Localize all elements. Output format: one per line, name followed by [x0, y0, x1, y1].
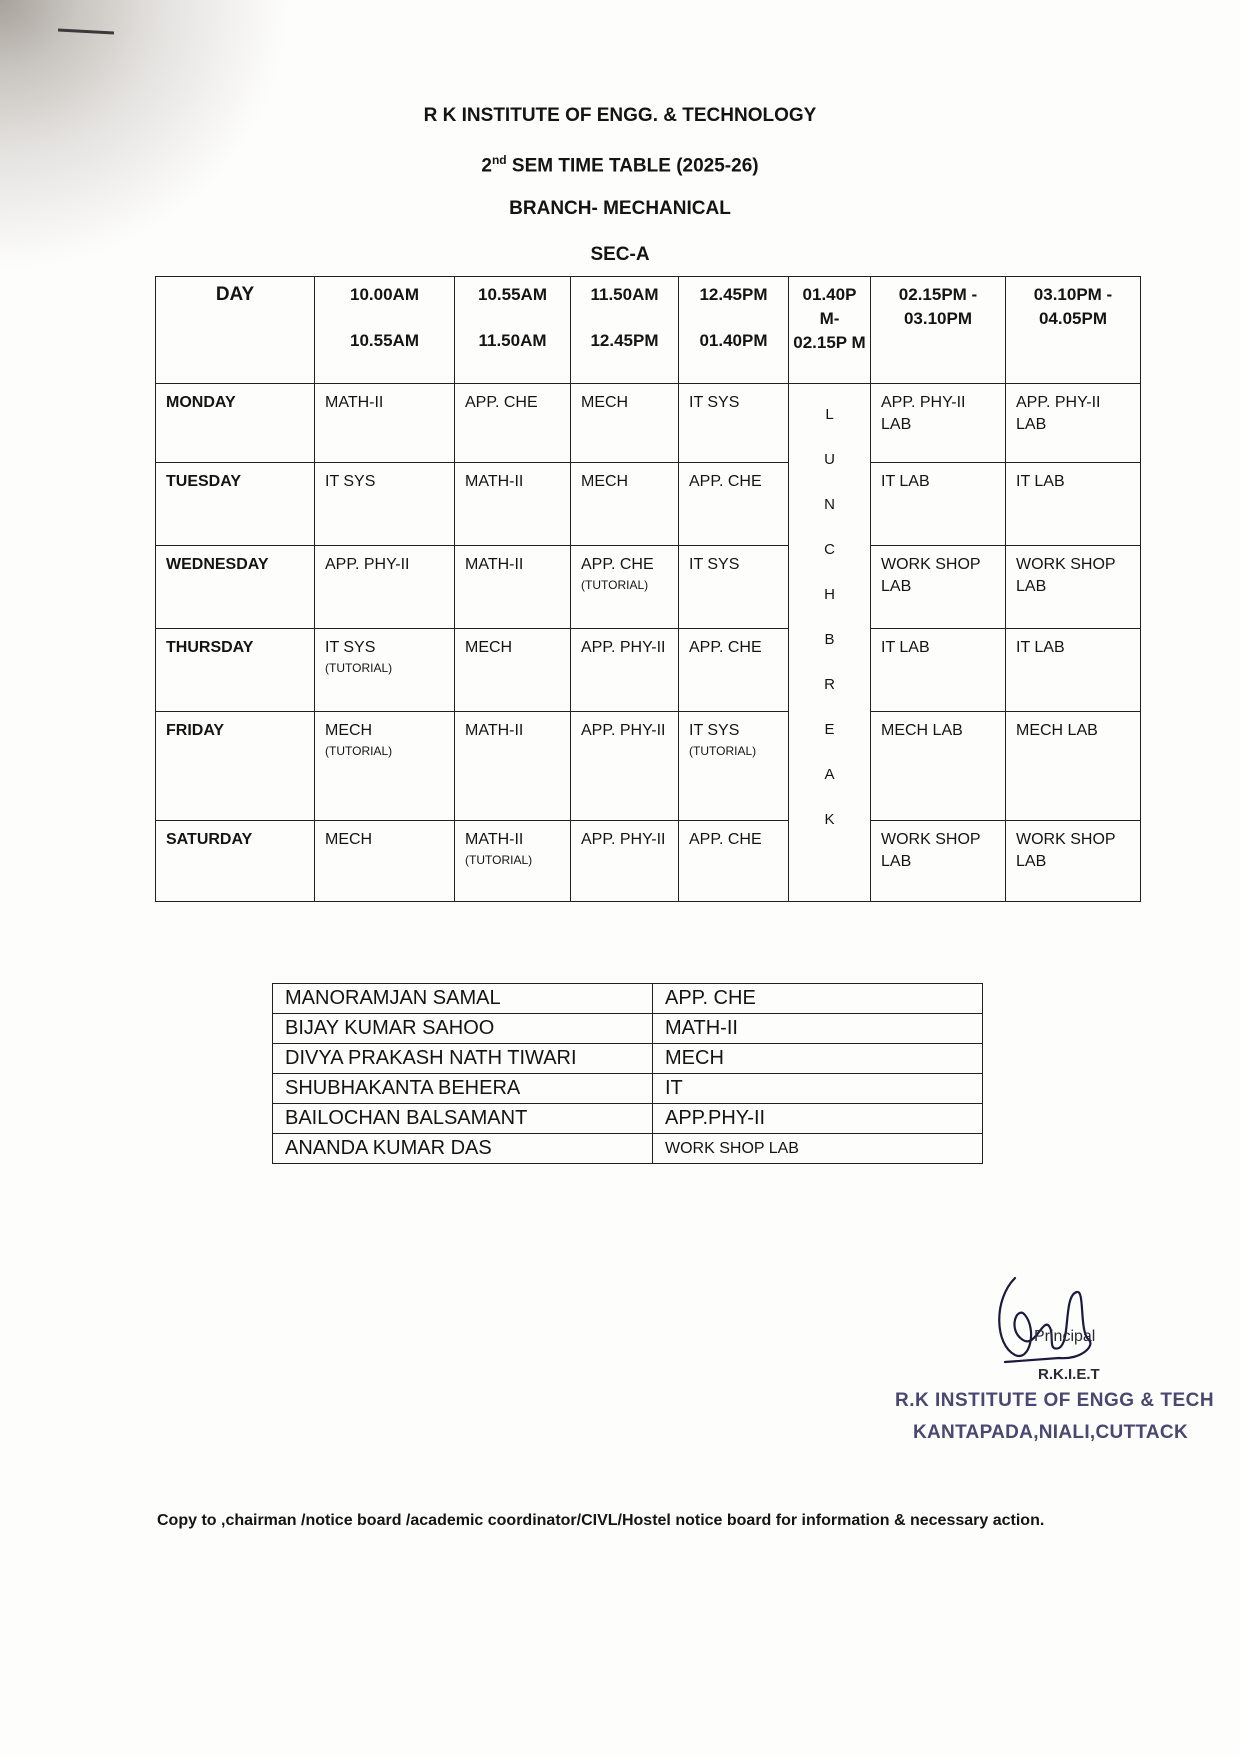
period-cell — [1006, 384, 1141, 463]
subject: IT LAB — [1016, 473, 1065, 490]
subject: MECH — [465, 639, 513, 656]
day-name: SATURDAY — [156, 821, 315, 902]
section-label: SEC-A — [590, 244, 650, 265]
subject: MATH-II — [465, 556, 524, 573]
tutorial-note: (TUTORIAL) — [465, 853, 533, 867]
day-name: TUESDAY — [156, 463, 315, 546]
faculty-row — [273, 1104, 983, 1134]
subject: WORK SHOP LAB — [1016, 556, 1116, 595]
subject: MECH LAB — [1016, 722, 1098, 739]
subject: MECH — [581, 394, 629, 411]
lunch-letter: B — [824, 631, 835, 648]
slot-range: 01.40P M- 02.15P M — [793, 285, 866, 352]
institute-stamp-line2: KANTAPADA,NIALI,CUTTACK — [913, 1422, 1188, 1443]
lunch-letter: E — [824, 721, 835, 738]
subject: WORK SHOP LAB — [881, 831, 981, 870]
institute-stamp-line1: R.K INSTITUTE OF ENGG & TECH — [895, 1390, 1215, 1411]
day-row-monday — [156, 384, 1141, 463]
day-name: MONDAY — [156, 384, 315, 463]
subject: IT LAB — [1016, 639, 1065, 656]
subject: MECH — [581, 473, 629, 490]
day-row-tuesday — [156, 463, 1141, 546]
period-cell — [1006, 546, 1141, 629]
subject: APP. CHE — [689, 831, 762, 848]
subject: APP. PHY-II — [325, 556, 410, 573]
faculty-name: BAILOCHAN BALSAMANT — [273, 1104, 653, 1134]
period-cell — [571, 821, 679, 902]
timetable — [155, 276, 1141, 902]
subject: MECH — [325, 722, 373, 739]
lunch-letter: R — [824, 676, 835, 693]
period-cell — [315, 463, 455, 546]
tutorial-note: (TUTORIAL) — [325, 661, 393, 675]
lunch-break-cell — [789, 384, 871, 902]
subject: IT SYS — [689, 722, 740, 739]
timetable-title: 2nd SEM TIME TABLE (2025-26) — [481, 153, 759, 177]
subject: MECH — [325, 831, 373, 848]
ordinal-suffix: nd — [491, 153, 507, 167]
faculty-name: DIVYA PRAKASH NATH TIWARI — [273, 1044, 653, 1074]
faculty-subject: APP. CHE — [653, 984, 983, 1014]
subject: IT SYS — [325, 639, 376, 656]
period-cell — [455, 384, 571, 463]
period-cell — [455, 629, 571, 712]
period-cell — [871, 821, 1006, 902]
faculty-subject: IT — [653, 1074, 983, 1104]
period-cell — [679, 712, 789, 821]
slot-end: 12.45PM — [590, 331, 659, 350]
subject: IT LAB — [881, 473, 930, 490]
period-cell — [871, 384, 1006, 463]
faculty-subject: MECH — [653, 1044, 983, 1074]
period-cell — [871, 463, 1006, 546]
period-cell — [871, 546, 1006, 629]
lunch-letter: K — [824, 811, 835, 828]
slot-end: 01.40PM — [699, 331, 768, 350]
lunch-letter: L — [825, 406, 834, 423]
subject: WORK SHOP LAB — [881, 556, 981, 595]
slot-start: 10.55AM — [478, 285, 547, 304]
slot-header — [455, 277, 571, 384]
subject: APP. PHY-II LAB — [1016, 394, 1101, 433]
faculty-subject: WORK SHOP LAB — [653, 1134, 983, 1164]
lunch-letter: C — [824, 541, 835, 558]
subject: APP. CHE — [689, 639, 762, 656]
period-cell — [1006, 821, 1141, 902]
period-cell — [871, 629, 1006, 712]
period-cell — [315, 629, 455, 712]
faculty-row — [273, 984, 983, 1014]
faculty-table — [272, 983, 983, 1164]
lunch-letter: A — [824, 766, 835, 783]
faculty-row — [273, 1074, 983, 1104]
period-cell — [679, 629, 789, 712]
subject: APP. PHY-II — [581, 831, 666, 848]
period-cell — [1006, 463, 1141, 546]
subject: MECH LAB — [881, 722, 963, 739]
period-cell — [571, 546, 679, 629]
slot-header — [679, 277, 789, 384]
scan-shadow — [0, 0, 300, 280]
subject: IT SYS — [689, 394, 740, 411]
day-row-saturday — [156, 821, 1141, 902]
day-row-thursday — [156, 629, 1141, 712]
subject: MATH-II — [465, 831, 524, 848]
period-cell — [571, 463, 679, 546]
period-cell — [315, 546, 455, 629]
period-cell — [679, 384, 789, 463]
subject: MATH-II — [325, 394, 384, 411]
faculty-row — [273, 1134, 983, 1164]
period-cell — [455, 821, 571, 902]
slot-header-lunch — [789, 277, 871, 384]
period-cell — [455, 463, 571, 546]
faculty-subject: MATH-II — [653, 1014, 983, 1044]
slot-end: 11.50AM — [478, 331, 547, 350]
slot-end: 10.55AM — [350, 331, 419, 350]
period-cell — [1006, 629, 1141, 712]
period-cell — [455, 712, 571, 821]
slot-range: 02.15PM - 03.10PM — [898, 285, 978, 328]
slot-header — [1006, 277, 1141, 384]
period-cell — [455, 546, 571, 629]
signature-label: Principal — [1034, 1328, 1096, 1345]
lunch-letter: H — [824, 586, 835, 603]
day-name: FRIDAY — [156, 712, 315, 821]
subject: APP. CHE — [465, 394, 538, 411]
faculty-name: BIJAY KUMAR SAHOO — [273, 1014, 653, 1044]
signature-institute: R.K.I.E.T — [1038, 1366, 1100, 1383]
subject: IT SYS — [689, 556, 740, 573]
subject: IT SYS — [325, 473, 376, 490]
day-header: DAY — [156, 277, 315, 384]
period-cell — [679, 821, 789, 902]
copy-to-note: Copy to ,chairman /notice board /academic coordinator/CIVL/Hostel notice board for information & necessary action. — [157, 1512, 1045, 1529]
subject: MATH-II — [465, 473, 524, 490]
faculty-row — [273, 1014, 983, 1044]
subject: APP. CHE — [581, 556, 654, 573]
slot-header — [871, 277, 1006, 384]
period-cell — [571, 629, 679, 712]
branch-label: BRANCH- MECHANICAL — [509, 198, 731, 219]
faculty-name: SHUBHAKANTA BEHERA — [273, 1074, 653, 1104]
faculty-subject: APP.PHY-II — [653, 1104, 983, 1134]
period-cell — [1006, 712, 1141, 821]
period-cell — [871, 712, 1006, 821]
day-name: WEDNESDAY — [156, 546, 315, 629]
tutorial-note: (TUTORIAL) — [689, 744, 757, 758]
slot-range: 03.10PM - 04.05PM — [1033, 285, 1113, 328]
tutorial-note: (TUTORIAL) — [325, 744, 393, 758]
slot-start: 10.00AM — [350, 285, 419, 304]
period-cell — [571, 712, 679, 821]
slot-start: 12.45PM — [699, 285, 768, 304]
period-cell — [679, 546, 789, 629]
subject: MATH-II — [465, 722, 524, 739]
lunch-letter: U — [824, 451, 835, 468]
period-cell — [315, 821, 455, 902]
faculty-name: MANORAMJAN SAMAL — [273, 984, 653, 1014]
period-cell — [679, 463, 789, 546]
header-row — [156, 277, 1141, 384]
tutorial-note: (TUTORIAL) — [581, 578, 649, 592]
day-row-wednesday — [156, 546, 1141, 629]
subject: APP. CHE — [689, 473, 762, 490]
faculty-row — [273, 1044, 983, 1074]
subject: APP. PHY-II — [581, 722, 666, 739]
subject: APP. PHY-II LAB — [881, 394, 966, 433]
subject: WORK SHOP LAB — [1016, 831, 1116, 870]
period-cell — [315, 712, 455, 821]
period-cell — [571, 384, 679, 463]
institute-name: R K INSTITUTE OF ENGG. & TECHNOLOGY — [423, 105, 817, 126]
day-row-friday — [156, 712, 1141, 821]
slot-header — [571, 277, 679, 384]
faculty-name: ANANDA KUMAR DAS — [273, 1134, 653, 1164]
lunch-letter: N — [824, 496, 835, 513]
slot-header — [315, 277, 455, 384]
subject: IT LAB — [881, 639, 930, 656]
subject: APP. PHY-II — [581, 639, 666, 656]
day-name: THURSDAY — [156, 629, 315, 712]
slot-start: 11.50AM — [590, 285, 659, 304]
period-cell — [315, 384, 455, 463]
